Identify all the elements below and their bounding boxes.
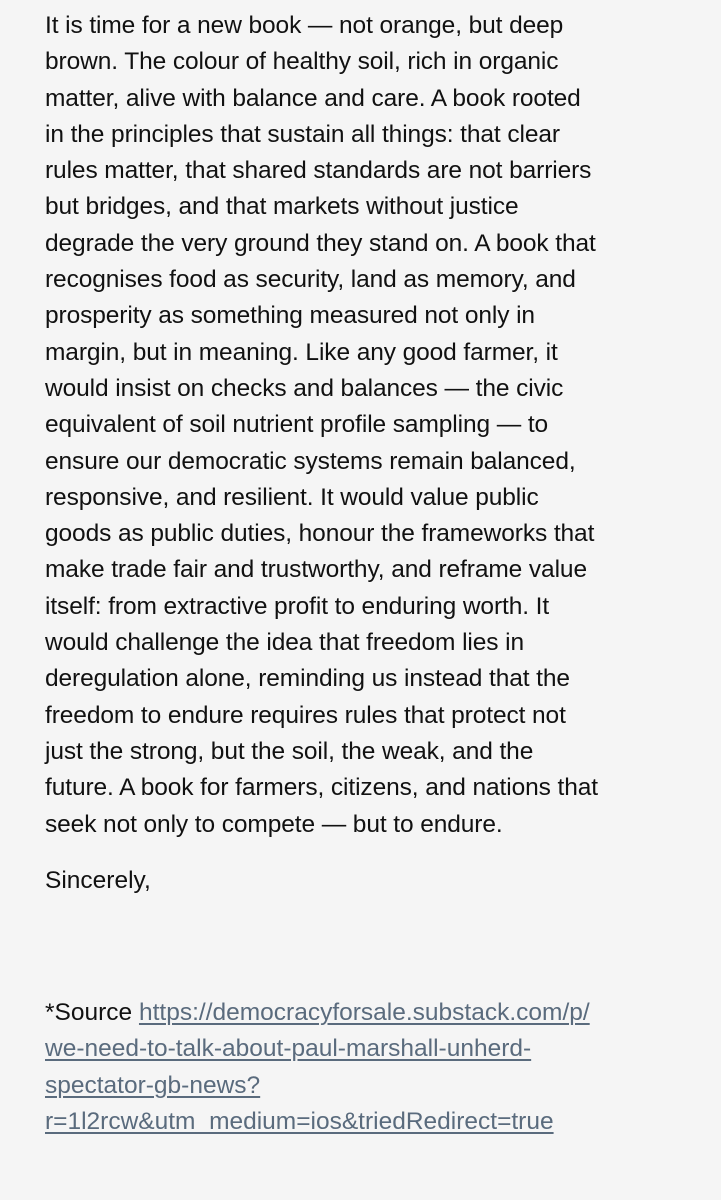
source-link[interactable]: we-need-to-talk-about-paul-marshall-unherd-: [45, 1035, 532, 1063]
source-link-line: [45, 1031, 695, 1067]
body-line: equivalent of soil nutrient profile sampling — to: [45, 411, 549, 439]
body-line: freedom to endure requires rules that protect not: [45, 701, 566, 729]
body-line: future. A book for farmers, citizens, and nations that: [45, 774, 598, 802]
source-link-line: [45, 1068, 695, 1104]
body-line: rules matter, that shared standards are not barriers: [45, 157, 592, 185]
body-line: just the strong, but the soil, the weak, and the: [45, 737, 534, 765]
body-line: goods as public duties, honour the frameworks that: [45, 520, 595, 548]
body-line: recognises food as security, land as memory, and: [45, 266, 576, 294]
body-line: It is time for a new book — not orange, but deep: [45, 12, 564, 39]
source-link[interactable]: https://democracyforsale.substack.com/p/: [138, 999, 590, 1026]
source-link[interactable]: r=1l2rcw&utm_medium=ios&triedRedirect=true: [45, 1107, 554, 1135]
body-line: in the principles that sustain all things: that clear: [45, 120, 560, 148]
source-link[interactable]: spectator-gb-news?: [45, 1071, 261, 1099]
body-line: but bridges, and that markets without justice: [45, 193, 519, 221]
source-link-line: [45, 1104, 695, 1140]
body-line: ensure our democratic systems remain balanced,: [45, 447, 576, 475]
body-line: itself: from extractive profit to enduring worth. It: [45, 592, 550, 620]
body-line: responsive, and resilient. It would value public: [45, 483, 539, 511]
letter-body-paragraph: [45, 8, 685, 843]
source-citation: [45, 995, 695, 1140]
closing-salutation: Sincerely,: [45, 867, 151, 894]
body-line: deregulation alone, reminding us instead that the: [45, 665, 570, 693]
body-line: degrade the very ground they stand on. A book that: [45, 229, 596, 257]
body-line: make trade fair and trustworthy, and reframe value: [45, 556, 587, 584]
body-line: brown. The colour of healthy soil, rich in organic: [45, 48, 559, 76]
source-first-line: [45, 995, 695, 1031]
body-line: would insist on checks and balances — the civic: [45, 374, 564, 402]
source-label: *Source: [45, 999, 139, 1026]
body-line: prosperity as something measured not only in: [45, 302, 535, 330]
body-line: would challenge the idea that freedom lies in: [45, 629, 525, 657]
body-line: matter, alive with balance and care. A book rooted: [45, 84, 581, 112]
body-line: seek not only to compete — but to endure.: [45, 810, 503, 838]
body-line: margin, but in meaning. Like any good farmer, it: [45, 338, 558, 366]
